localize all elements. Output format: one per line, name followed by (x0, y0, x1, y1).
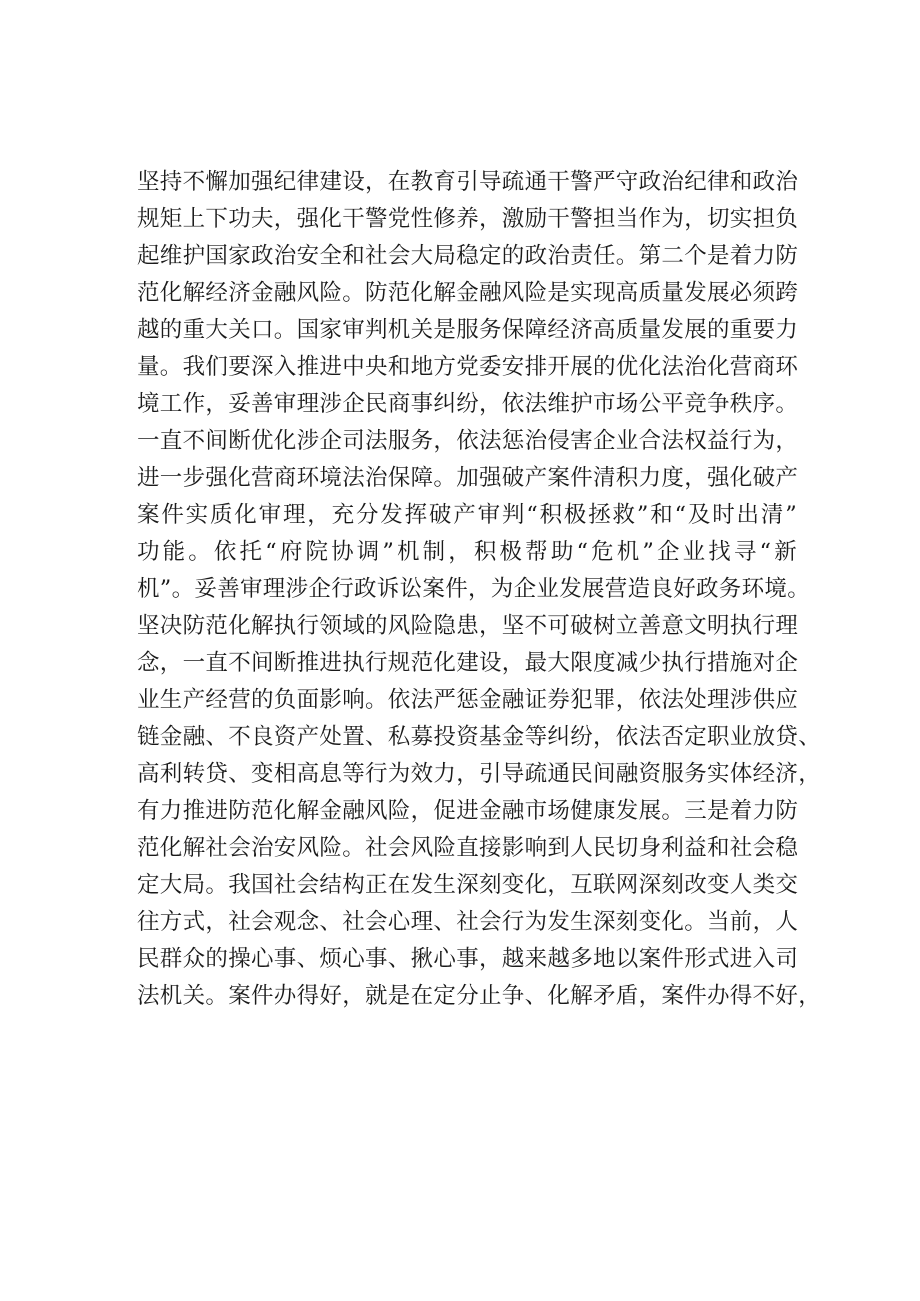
text-line-22: 民群众的操心事、烦心事、揪心事，越来越多地以案件形式进入司 (137, 946, 799, 972)
text-line-16: 链金融、不良资产处置、私募投资基金等纠纷，依法否定职业放贷、 (137, 724, 822, 750)
text-line-8: 一直不间断优化涉企司法服务，依法惩治侵害企业合法权益行为， (137, 428, 799, 454)
text-line-17: 高利转贷、变相高息等行为效力，引导疏通民间融资服务实体经济， (137, 761, 822, 787)
text-line-23: 法机关。案件办得好，就是在定分止争、化解矛盾，案件办得不好， (137, 983, 822, 1009)
text-line-1: 坚持不懈加强纪律建设，在教育引导疏通干警严守政治纪律和政治 (137, 169, 799, 195)
text-line-14: 念，一直不间断推进执行规范化建设，最大限度减少执行措施对企 (137, 650, 799, 676)
text-line-21: 往方式，社会观念、社会心理、社会行为发生深刻变化。当前，人 (137, 909, 799, 935)
text-line-9: 进一步强化营商环境法治保障。加强破产案件清积力度，强化破产 (137, 465, 799, 491)
text-line-4: 范化解经济金融风险。防范化解金融风险是实现高质量发展必须跨 (137, 280, 799, 306)
text-line-19: 范化解社会治安风险。社会风险直接影响到人民切身利益和社会稳 (137, 835, 799, 861)
text-line-10: 案件实质化审理，充分发挥破产审判“积极拯救”和“及时出清” (137, 502, 797, 528)
text-line-2: 规矩上下功夫，强化干警党性修养，激励干警担当作为，切实担负 (137, 206, 799, 232)
text-line-7: 境工作，妥善审理涉企民商事纠纷，依法维护市场公平竞争秩序。 (137, 391, 799, 417)
text-line-5: 越的重大关口。国家审判机关是服务保障经济高质量发展的重要力 (137, 317, 799, 343)
text-line-6: 量。我们要深入推进中央和地方党委安排开展的优化法治化营商环 (137, 354, 799, 380)
text-line-12: 机”。妥善审理涉企行政诉讼案件，为企业发展营造良好政务环境。 (137, 576, 811, 602)
text-line-13: 坚决防范化解执行领域的风险隐患，坚不可破树立善意文明执行理 (137, 613, 799, 639)
text-line-11: 功能。依托“府院协调”机制，积极帮助“危机”企业找寻“新 (137, 539, 797, 565)
text-line-18: 有力推进防范化解金融风险，促进金融市场健康发展。三是着力防 (137, 798, 799, 824)
body-paragraph (137, 164, 822, 1015)
text-line-20: 定大局。我国社会结构正在发生深刻变化，互联网深刻改变人类交 (137, 872, 799, 898)
text-line-3: 起维护国家政治安全和社会大局稳定的政治责任。第二个是着力防 (137, 243, 799, 269)
text-line-15: 业生产经营的负面影响。依法严惩金融证券犯罪，依法处理涉供应 (137, 687, 799, 713)
